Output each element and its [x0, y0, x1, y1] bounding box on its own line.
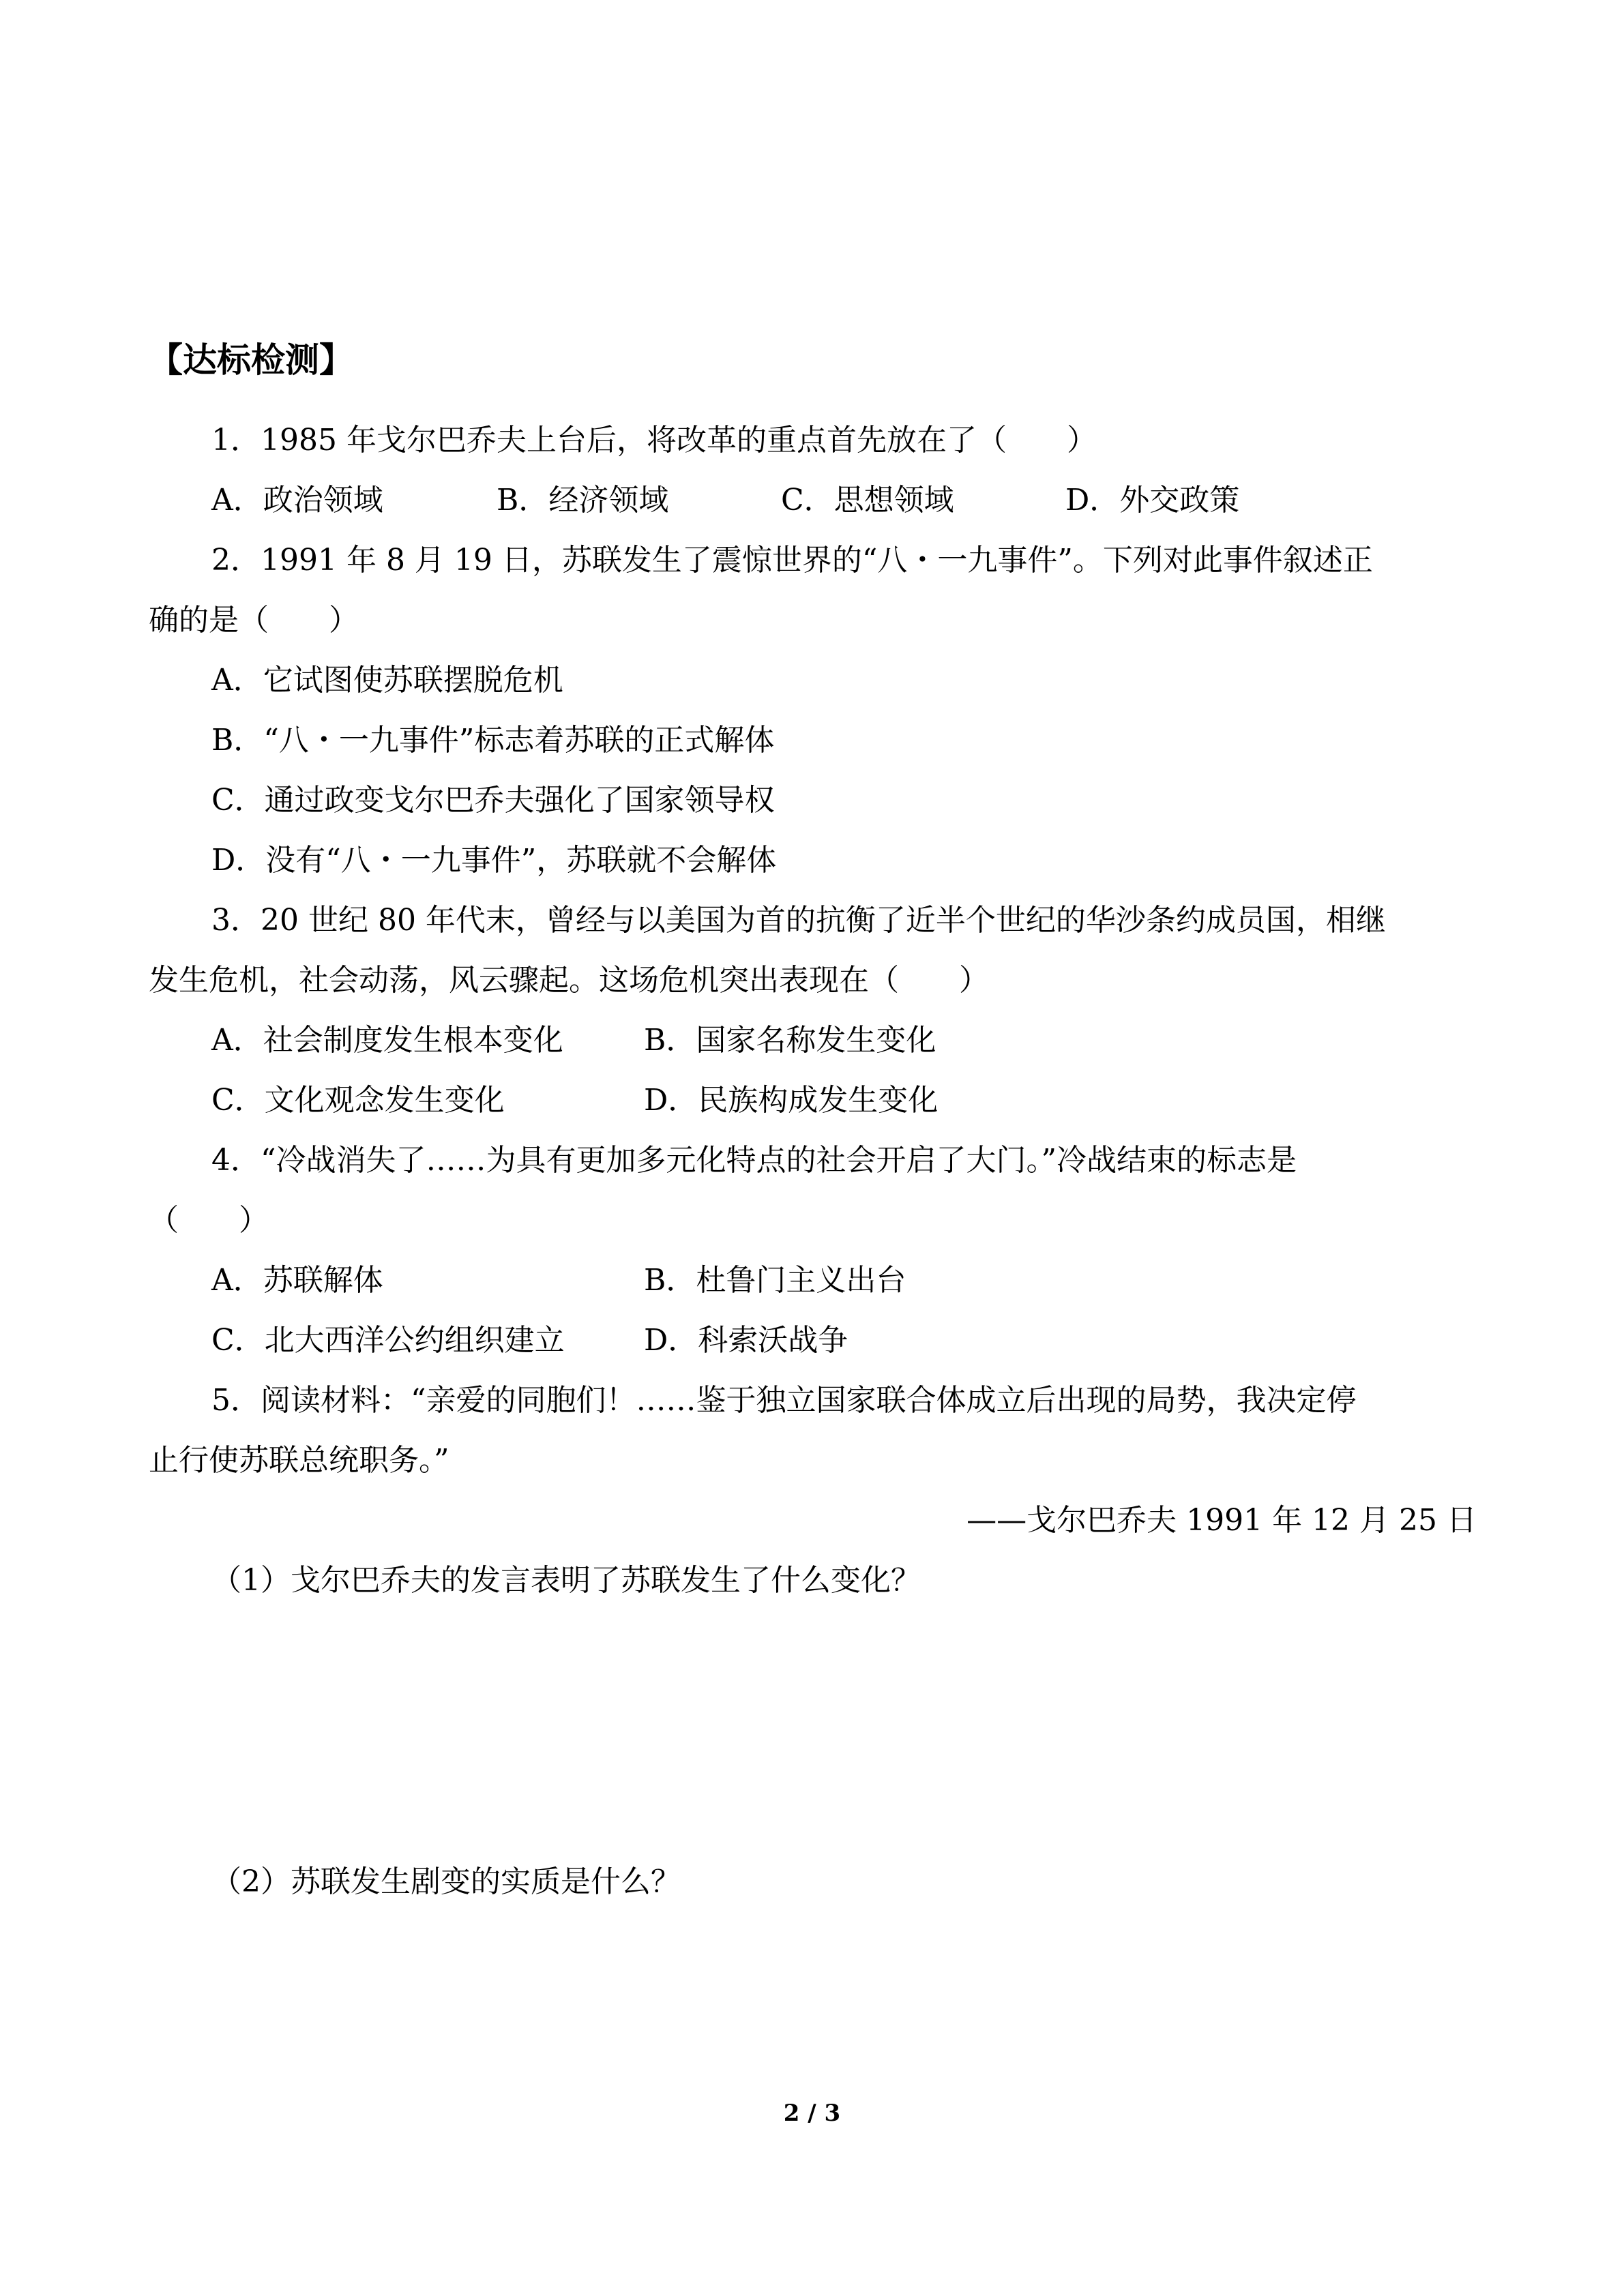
question-2-option-a: A．它试图使苏联摆脱危机 [211, 663, 563, 698]
question-2-option-b: B．“八・一九事件”标志着苏联的正式解体 [211, 723, 775, 758]
section-title: 【达标检测】 [149, 340, 353, 380]
question-5-stem-line-1: 5．阅读材料：“亲爱的同胞们！……鉴于独立国家联合体成立后出现的局势，我决定停 [211, 1383, 1357, 1418]
question-3-option-a: A．社会制度发生根本变化 [211, 1023, 563, 1058]
question-4-stem-line-1: 4．“冷战消失了……为具有更加多元化特点的社会开启了大门。”冷战结束的标志是 [211, 1143, 1297, 1178]
question-3-stem-line-2: 发生危机，社会动荡，风云骤起。这场危机突出表现在（ ） [149, 963, 989, 998]
question-1-option-a: A．政治领域 [211, 483, 383, 518]
question-5-subquestion-1: （1）戈尔巴乔夫的发言表明了苏联发生了什么变化？ [211, 1563, 921, 1598]
question-4-option-c: C．北大西洋公约组织建立 [211, 1323, 565, 1358]
question-4-option-a: A．苏联解体 [211, 1263, 383, 1298]
quote-source: ——戈尔巴乔夫 1991 年 12 月 25 日 [966, 1503, 1477, 1538]
question-1-stem: 1．1985 年戈尔巴乔夫上台后，将改革的重点首先放在了（ ） [211, 423, 1097, 458]
question-3-option-d: D．民族构成发生变化 [644, 1083, 939, 1118]
question-3-option-c: C．文化观念发生变化 [211, 1083, 505, 1118]
question-1-option-d: D．外交政策 [1065, 483, 1240, 518]
question-5-stem-line-2: 止行使苏联总统职务。” [149, 1443, 449, 1478]
page-number: 2 / 3 [783, 2100, 841, 2127]
question-4-stem-line-2: （ ） [149, 1203, 269, 1238]
question-4-option-b: B．杜鲁门主义出台 [644, 1263, 906, 1298]
question-3-stem-line-1: 3．20 世纪 80 年代末，曾经与以美国为首的抗衡了近半个世纪的华沙条约成员国，相继 [211, 903, 1386, 938]
question-2-option-d: D．没有“八・一九事件”，苏联就不会解体 [211, 843, 777, 878]
question-5-subquestion-2: （2）苏联发生剧变的实质是什么？ [211, 1864, 681, 1899]
question-3-option-b: B．国家名称发生变化 [644, 1023, 936, 1058]
question-1-option-b: B．经济领域 [497, 483, 669, 518]
question-2-stem-line-1: 2．1991 年 8 月 19 日，苏联发生了震惊世界的“八・一九事件”。下列对此事件叙述正 [211, 543, 1373, 578]
question-1-option-c: C．思想领域 [781, 483, 954, 518]
question-2-option-c: C．通过政变戈尔巴乔夫强化了国家领导权 [211, 783, 775, 818]
question-4-option-d: D．科索沃战争 [644, 1323, 848, 1358]
question-2-stem-line-2: 确的是（ ） [149, 603, 359, 638]
